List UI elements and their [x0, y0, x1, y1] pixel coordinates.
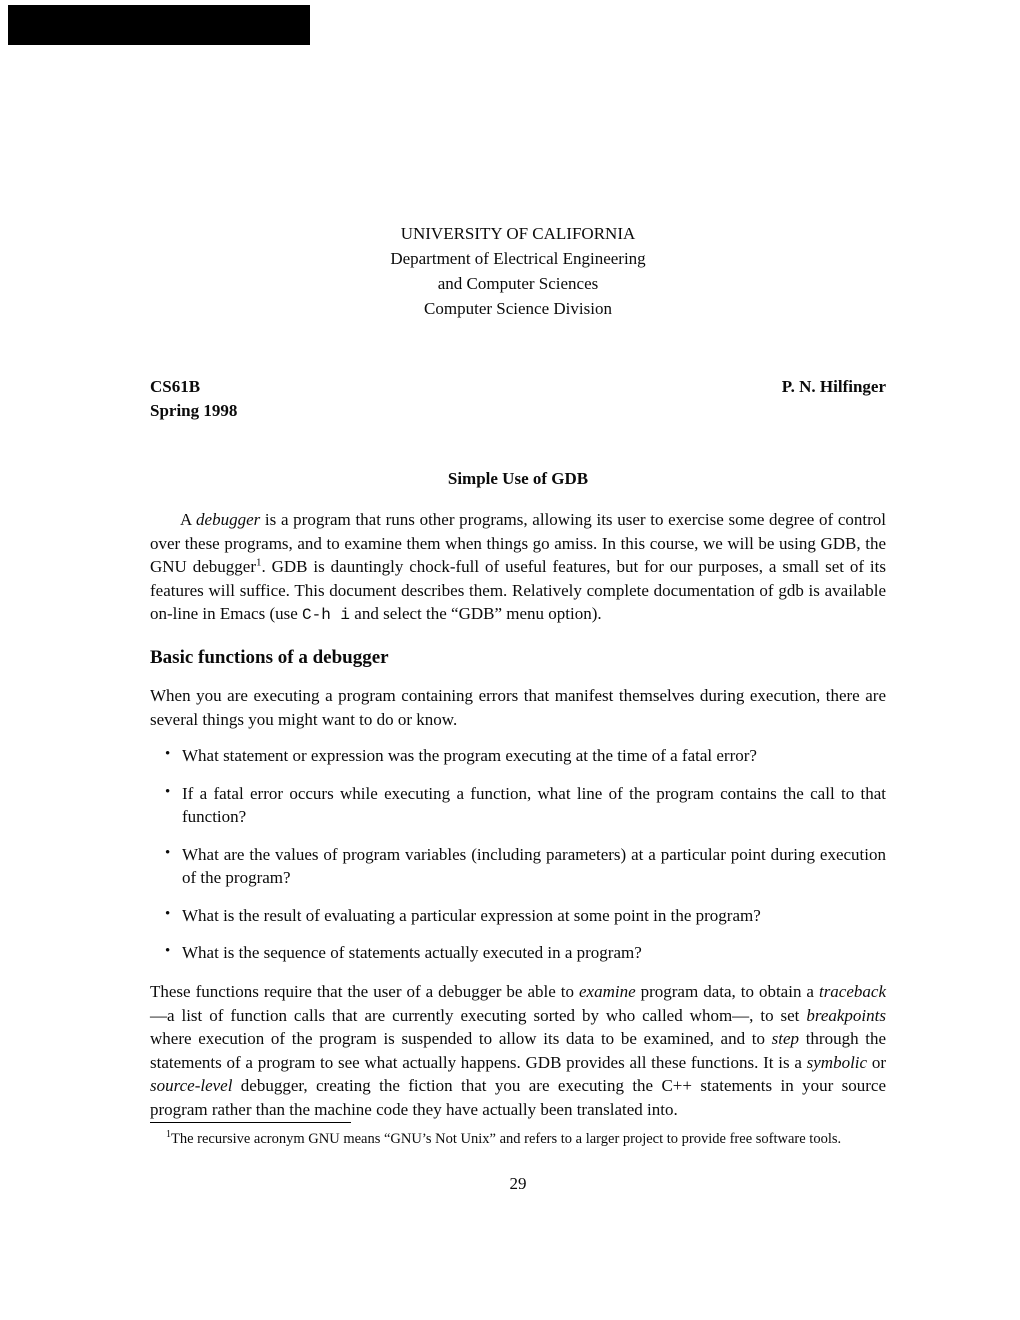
list-item-text: What is the sequence of statements actually executed in a program? — [182, 943, 642, 962]
closing-paragraph — [150, 980, 886, 1121]
author-name: P. N. Hilfinger — [781, 377, 886, 396]
bullet-icon: • — [165, 783, 171, 800]
section-heading: Basic functions of a debugger — [150, 647, 389, 668]
bullet-icon: • — [165, 943, 171, 959]
footnote-divider — [150, 1122, 351, 1123]
list-item-text: What is the result of evaluating a particular expression at some point in the program? — [182, 905, 761, 925]
keyboard-command: C-h i — [302, 606, 351, 624]
list-item — [150, 941, 886, 965]
list-item-text: What are the values of program variables (including parameters) at a particular point during execution of the program? — [182, 844, 886, 887]
text-segment-italic: symbolic — [806, 1052, 868, 1072]
text-segment: . GDB is dauntingly chock-full of useful features, but for our purposes, a small set of its features will suffice. This document describes them. Relatively complete documentation of gdb is available on-line in Emacs (use — [150, 557, 886, 623]
institution-line: and Computer Sciences — [437, 274, 599, 293]
footnote-text: The recursive acronym GNU means “GNU’s Not Unix” and refers to a larger project to provide free software tools. — [171, 1131, 842, 1147]
text-segment: These functions require that the user of a debugger be able to — [150, 982, 579, 1001]
list-item — [150, 782, 886, 829]
footnote-reference: 1 — [255, 556, 262, 569]
text-segment: A — [180, 510, 197, 529]
text-segment: and select the “GDB” menu option). — [350, 604, 602, 623]
text-segment: —a list of function calls that are currently executing sorted by who called whom—, to set — [150, 1005, 807, 1025]
text-segment: debugger, creating the fiction that you are executing the C++ statements in your source program rather than the machine code they have actually been translated into. — [150, 1076, 886, 1119]
text-segment: is a program that runs other programs, allowing its user to exercise some degree of control over these programs, and to examine them when things go amiss. In this course, we will be using GDB, the GNU debugger — [150, 510, 887, 576]
debugger-questions-list — [150, 744, 886, 979]
course-author-block — [150, 375, 886, 423]
bullet-icon: • — [165, 844, 171, 861]
text-segment-italic: step — [771, 1029, 800, 1048]
text-segment: program data, to obtain a — [635, 982, 819, 1001]
list-item — [150, 843, 886, 890]
text-segment-italic: traceback — [818, 982, 886, 1001]
list-item-text: What statement or expression was the program executing at the time of a fatal error? — [182, 746, 757, 765]
text-segment-italic: examine — [578, 982, 636, 1001]
text-segment: where execution of the program is suspended to allow its data to be examined, and to — [150, 1029, 772, 1048]
list-item — [150, 904, 886, 928]
university-header — [150, 221, 886, 321]
page-number: 29 — [509, 1174, 527, 1193]
intro-paragraph — [150, 508, 886, 628]
text-segment: through the statements of a program to see what actually happens. GDB provides all these functions. It is a — [150, 1029, 887, 1072]
course-code: CS61B — [150, 377, 201, 396]
text-segment: or — [867, 1052, 886, 1072]
page-title: Simple Use of GDB — [447, 469, 589, 488]
list-item — [150, 744, 886, 768]
course-term: Spring 1998 — [150, 401, 238, 420]
text-segment-italic: source-level — [150, 1076, 233, 1095]
text-segment-italic: breakpoints — [806, 1005, 886, 1025]
bullet-icon: • — [165, 905, 171, 922]
scan-artifact-bar — [8, 5, 310, 45]
footnote-marker: 1 — [166, 1129, 171, 1141]
institution-line: Computer Science Division — [424, 299, 612, 318]
institution-line: UNIVERSITY OF CALIFORNIA — [400, 224, 636, 243]
bullet-icon: • — [165, 746, 171, 762]
institution-line: Department of Electrical Engineering — [390, 249, 646, 268]
lead-paragraph: When you are executing a program containing errors that manifest themselves during execution, there are several things you might want to do or know. — [150, 686, 886, 729]
list-item-text: If a fatal error occurs while executing a function, what line of the program contains the call to that function? — [182, 783, 886, 826]
text-segment-italic: debugger — [196, 510, 261, 529]
footnote — [150, 1129, 886, 1149]
